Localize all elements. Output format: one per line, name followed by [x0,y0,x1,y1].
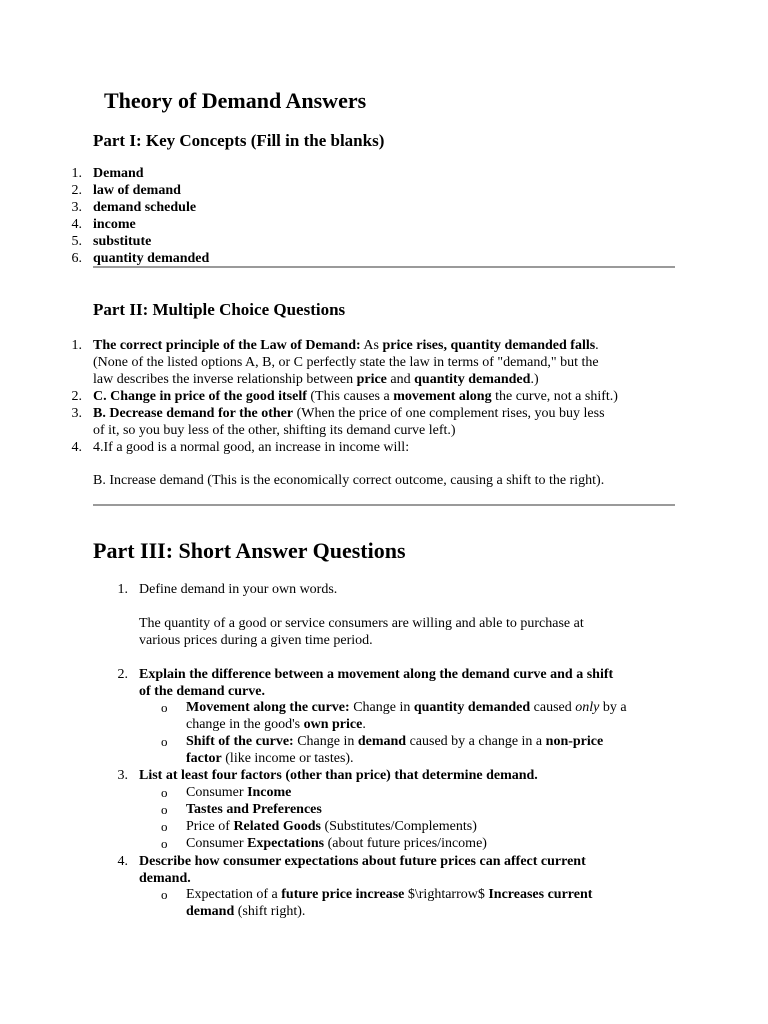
list-number: 6. [71,251,82,266]
list-number: 1. [117,582,128,597]
list-number: 4. [71,440,82,455]
sa-answer-2-bullet1-line1: Movement along the curve: Change in quantity demanded caused only by a [186,700,627,715]
mc-answer-1-line3: law describes the inverse relationship between price and quantity demanded.) [93,372,539,387]
sa-question-4-line1: Describe how consumer expectations about future prices can affect current [139,854,586,869]
list-number: 3. [117,768,128,783]
page-title: Theory of Demand Answers [104,88,367,113]
list-number: 2. [71,389,82,404]
sa-answer-4-line1: Expectation of a future price increase $\rightarrow$ Increases current [186,887,593,902]
list-number: 2. [117,667,128,682]
sa-question-3: List at least four factors (other than price) that determine demand. [139,768,538,783]
part2-heading: Part II: Multiple Choice Questions [93,300,346,319]
divider [93,266,675,268]
sa-answer-3-factor-1: Consumer Income [186,785,292,800]
part3-heading: Part III: Short Answer Questions [93,538,406,563]
divider [93,504,675,506]
list-number: 1. [71,338,82,353]
list-item: substitute [93,234,152,249]
list-number: 5. [71,234,82,249]
sa-question-4-line2: demand. [139,871,191,886]
mc-answer-1-line1: The correct principle of the Law of Demand: As price rises, quantity demanded falls. [93,338,599,353]
list-number: 3. [71,406,82,421]
mc-answer-3-line2: of it, so you buy less of the other, shifting its demand curve left.) [93,423,456,438]
bullet: o [161,802,168,817]
bullet: o [161,836,168,851]
sa-question-2-line2: of the demand curve. [139,684,265,699]
list-number: 4. [71,217,82,232]
list-item: income [93,217,136,232]
bullet: o [161,819,168,834]
mc-answer-2: C. Change in price of the good itself (This causes a movement along the curve, not a shift.) [93,389,618,404]
bullet: o [161,785,168,800]
list-item: Demand [93,166,144,181]
list-number: 3. [71,200,82,215]
sa-answer-2-bullet2-line1: Shift of the curve: Change in demand caused by a change in a non-price [186,734,604,749]
part1-heading: Part I: Key Concepts (Fill in the blanks) [93,131,385,150]
sa-answer-2-bullet1-line2: change in the good's own price. [186,717,366,732]
sa-answer-3-factor-3: Price of Related Goods (Substitutes/Complements) [186,819,477,834]
list-number: 1. [71,166,82,181]
sa-answer-3-factor-4: Consumer Expectations (about future prices/income) [186,836,487,851]
sa-answer-1-line2: various prices during a given time period. [139,633,373,648]
mc-answer-4: B. Increase demand (This is the economically correct outcome, causing a shift to the right). [93,473,605,488]
list-number: 2. [71,183,82,198]
sa-answer-2-bullet2-line2: factor (like income or tastes). [186,751,354,766]
bullet: o [161,734,168,749]
mc-answer-1-line2: (None of the listed options A, B, or C perfectly state the law in terms of "demand," but the [93,355,599,370]
list-number: 4. [117,854,128,869]
list-item: demand schedule [93,200,197,215]
list-item: quantity demanded [93,251,210,266]
mc-question-4: 4.If a good is a normal good, an increase in income will: [93,440,410,455]
sa-question-1: Define demand in your own words. [139,582,338,597]
bullet: o [161,887,168,902]
sa-answer-1-line1: The quantity of a good or service consumers are willing and able to purchase at [139,616,584,631]
sa-answer-3-factor-2: Tastes and Preferences [186,802,322,817]
bullet: o [161,700,168,715]
mc-answer-3-line1: B. Decrease demand for the other (When the price of one complement rises, you buy less [93,406,605,421]
list-item: law of demand [93,183,181,198]
sa-question-2-line1: Explain the difference between a movement along the demand curve and a shift [139,667,614,682]
sa-answer-4-line2: demand (shift right). [186,904,306,919]
